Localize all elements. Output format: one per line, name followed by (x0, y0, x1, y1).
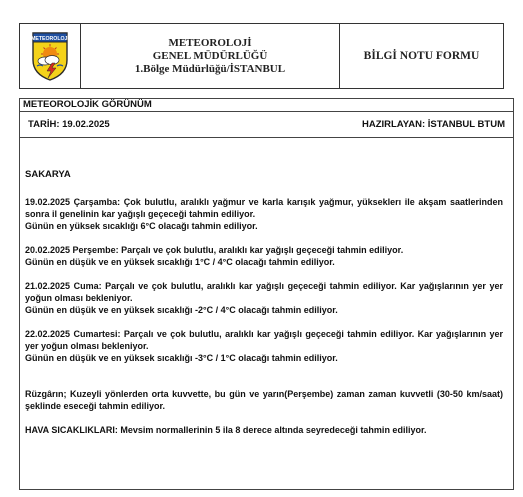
form-title: BİLGİ NOTU FORMU (363, 50, 480, 62)
logo-text: METEOROLOJİ (31, 36, 69, 42)
date-label: TARİH: 19.02.2025 (28, 119, 110, 130)
forecast-text: 22.02.2025 Cumartesi: Parçalı ve çok bulutlu, aralıklı kar yağışlı geçeceği tahmin ediliyor. Kar yağışlarının yer yer yoğun olması bekleniyor. (25, 329, 503, 351)
forecast-day-3 (25, 280, 503, 316)
forecast-temp: Günün en yüksek sıcaklığı 6°C olacağı tahmin ediliyor. (25, 221, 258, 231)
forecast-body (19, 138, 514, 490)
forecast-temp: Günün en düşük ve en yüksek sıcaklığı -3°C / 1°C olacağı tahmin ediliyor. (25, 353, 338, 363)
air-temperature-paragraph: HAVA SICAKLIKLARI: Mevsim normallerinin 5 ila 8 derece altında seyredeceği tahmin ediliyor. (25, 425, 427, 435)
wind-paragraph: Rüzgârın; Kuzeyli yönlerden orta kuvvette, bu gün ve yarın(Perşembe) zaman zaman kuvvetli (30-50 km/saat) şeklinde eseceği tahmin ediliyor. (25, 389, 503, 411)
forecast-temp: Günün en düşük ve en yüksek sıcaklığı -2°C / 4°C olacağı tahmin ediliyor. (25, 305, 338, 315)
forecast-temp: Günün en düşük ve en yüksek sıcaklığı 1°C / 4°C olacağı tahmin ediliyor. (25, 257, 335, 267)
meta-row (19, 112, 514, 138)
header-title-line1: METEOROLOJİ (168, 36, 252, 49)
header-title-line2: GENEL MÜDÜRLÜĞÜ (152, 49, 268, 62)
meteoroloji-logo (30, 30, 70, 82)
header-title-line3: 1.Bölge Müdürlüğü/İSTANBUL (134, 62, 286, 75)
header-title-block (81, 24, 340, 88)
forecast-day-4 (25, 328, 503, 364)
section-heading: METEOROLOJİK GÖRÜNÜM (19, 98, 514, 112)
forecast-day-1 (25, 196, 503, 232)
forecast-text: 19.02.2025 Çarşamba: Çok bulutlu, aralıklı yağmur ve karla karışık yağmur, yükseklerı ile akşam saatlerinden sonra il genelinin kar yağışlı geçeceği tahmin ediliyor. (25, 197, 503, 219)
forecast-text: 21.02.2025 Cuma: Parçalı ve çok bulutlu, aralıklı kar yağışlı geçeceği tahmin ediliyor. Kar yağışlarının yer yer yoğun olması bekleniyor. (25, 281, 503, 303)
region-title: SAKARYA (25, 169, 71, 180)
forecast-text: 20.02.2025 Perşembe: Parçalı ve çok bulutlu, aralıklı kar yağışlı geçeceği tahmin ediliyor. (25, 245, 404, 255)
header-table (19, 23, 504, 89)
forecast-day-2 (25, 244, 503, 268)
prepared-by: HAZIRLAYAN: İSTANBUL BTUM (361, 119, 505, 130)
logo-cell (20, 24, 81, 88)
